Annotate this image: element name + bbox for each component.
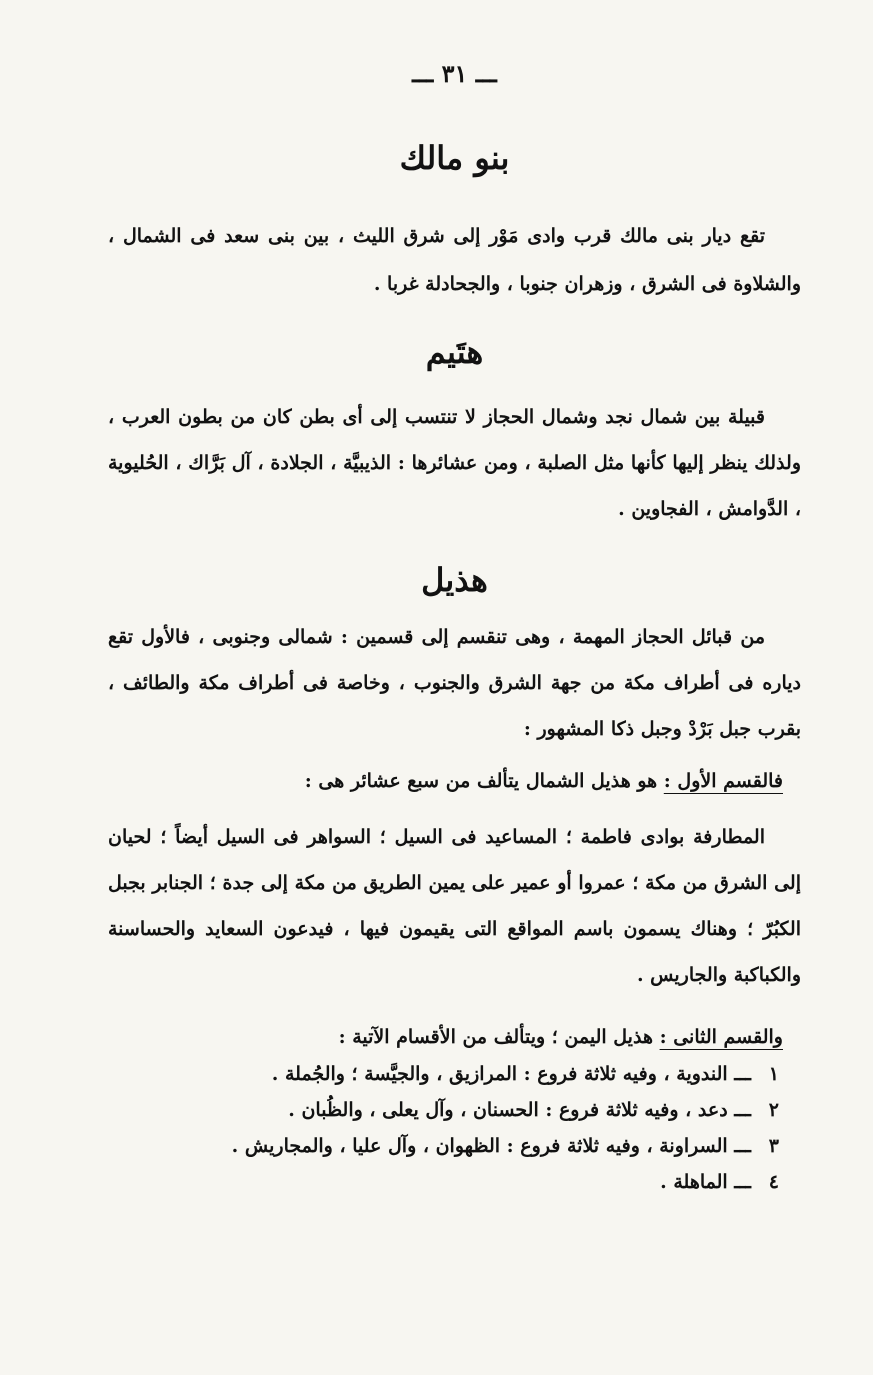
page-number: ـــ ٣١ ـــ — [412, 59, 497, 88]
section-paragraph-hudhayl: من قبائل الحجاز المهمة ، وهى تنقسم إلى قسمين : شمالى وجنوبى ، فالأول تقع دياره فى أطراف مكة من جهة الشرق والجنوب ، وخاصة فى أطراف مكة والطائف ، بقرب جبل بَرْدْ وجبل ذكا المشهور : — [108, 626, 801, 740]
list-item-text: ـــ الماهلة . — [660, 1171, 751, 1193]
list-item — [108, 1164, 779, 1200]
part-one-paragraph: المطارفة بوادى فاطمة ؛ المساعيد فى السيل ؛ السواهر فى السيل أيضاً ؛ لحيان إلى الشرق من مكة ؛ عمروا أو عمير على يمين الطريق من مكة إلى جدة ؛ الجنابر بجبل الكبُرّ ؛ وهناك يسمون باسم المواقع التى يقيمون فيها ، فيدعون السعايد والحساسنة والكباكبة والجاريس . — [108, 826, 801, 986]
section-title-bani-malik: بنو مالك — [399, 139, 510, 177]
list-item — [108, 1056, 779, 1092]
section-title-hutaym: هتَيم — [425, 333, 484, 371]
list-item-text: ـــ الندوية ، وفيه ثلاثة فروع : المرازيق ، والجيَّسة ؛ والجُملة . — [271, 1063, 751, 1085]
part-one-label: فالقسم الأول : — [663, 770, 783, 792]
section-paragraph-hutaym: قبيلة بين شمال نجد وشمال الحجاز لا تنتسب إلى أى بطن كان من بطون العرب ، ولذلك ينظر إليها كأنها مثل الصلبة ، ومن عشائرها : الذيبيَّة ، الجلادة ، آل بَرَّاك ، الحُليوية ، الدَّوامش ، الفجاوين . — [108, 406, 801, 520]
part-one-text: هو هذيل الشمال يتألف من سبع عشائر هى : — [304, 770, 664, 792]
list-item-number: ٢ — [768, 1099, 779, 1121]
list-item-number: ١ — [768, 1063, 779, 1085]
section-title-hudhayl: هذيل — [421, 561, 488, 599]
part-two-text: هذيل اليمن ؛ ويتألف من الأقسام الآتية : — [338, 1026, 660, 1048]
list-item-number: ٣ — [768, 1135, 779, 1157]
list-item — [108, 1128, 779, 1164]
part-two-heading — [108, 1018, 801, 1056]
list-item-text: ـــ دعد ، وفيه ثلاثة فروع : الحسنان ، وآل يعلى ، والظُبان . — [288, 1099, 751, 1121]
list-item-number: ٤ — [768, 1171, 779, 1193]
list-item-text: ـــ السراونة ، وفيه ثلاثة فروع : الظهوان ، وآل عليا ، والمجاريش . — [231, 1135, 751, 1157]
part-two-label: والقسم الثانى : — [659, 1026, 783, 1048]
section-paragraph-bani-malik: تقع ديار بنى مالك قرب وادى مَوْر إلى شرق الليث ، بين بنى سعد فى الشمال ، والشلاوة فى الشرق ، وزهران جنوبا ، والجحادلة غربا . — [108, 225, 801, 295]
branch-list — [108, 1056, 801, 1200]
list-item — [108, 1092, 779, 1128]
part-one-heading — [108, 758, 801, 804]
